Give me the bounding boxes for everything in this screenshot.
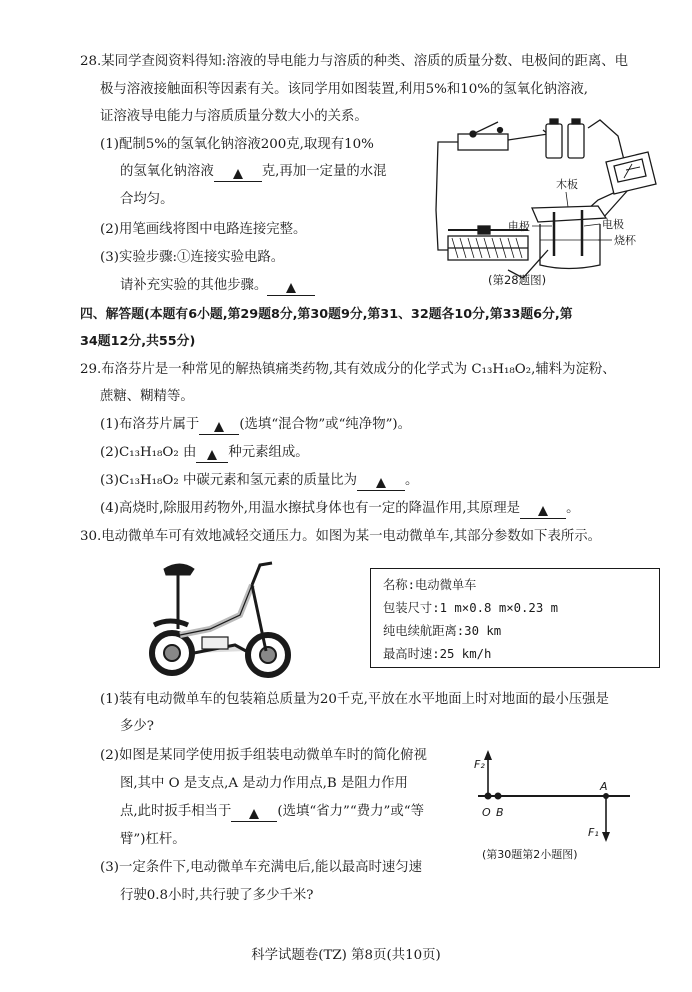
page-footer: 科学试题卷(TZ) 第8页(共10页) [251, 948, 441, 963]
q30-spec-name: 名称:电动微单车 [383, 578, 477, 592]
q28-line3: 证溶液导电能力与溶质质量分数大小的关系。 [100, 109, 368, 124]
q28-label-electrode-left: 电极 [508, 220, 530, 233]
q29-sub3-post: 。 [405, 473, 419, 488]
q28-sub3-text: 请补充实验的其他步骤。 [120, 278, 268, 293]
q30-lever-figure [470, 748, 670, 866]
q28-sub1-line2 [120, 162, 387, 182]
q29-sub2 [100, 443, 309, 463]
lever-label-F2: F₂ [474, 758, 485, 771]
q28-figure-caption: (第28题图) [488, 273, 547, 287]
lever-label-F1: F₁ [588, 826, 599, 839]
q30-sub2-line2: 图,其中 O 是支点,A 是动力作用点,B 是阻力作用 [120, 776, 408, 791]
q29-line1: 29.布洛芬片是一种常见的解热镇痛类药物,其有效成分的化学式为 C₁₃H₁₈O₂,辅料为淀粉、 [80, 362, 616, 377]
q28-label-board: 木板 [556, 178, 578, 191]
q29-sub1-post: (选填“混合物”或“纯净物”)。 [239, 417, 412, 432]
q29-sub3 [100, 471, 418, 491]
q30-sub1-line1: (1)装有电动微单车的包装箱总质量为20千克,平放在水平地面上时对地面的最小压强是 [100, 692, 609, 707]
q29-sub2-pre: (2)C₁₃H₁₈O₂ 由 [100, 445, 197, 460]
q28-sub1-line1: (1)配制5%的氢氧化钠溶液200克,取现有10% [100, 137, 374, 152]
q30-sub2-post: (选填“省力”“费力”或“等 [277, 804, 424, 819]
q30-sub1-line2: 多少? [120, 719, 154, 734]
q30-sub2-line1: (2)如图是某同学使用扳手组装电动微单车时的简化俯视 [100, 748, 427, 763]
q30-spec-table [370, 568, 660, 668]
q28-sub2: (2)用笔画线将图中电路连接完整。 [100, 222, 307, 237]
lever-figure-caption: (第30题第2小题图) [482, 848, 578, 861]
q28-sub1-pre: 的氢氧化钠溶液 [120, 164, 214, 179]
answer-triangle-icon [249, 809, 259, 819]
q29-line2: 蔗糖、糊精等。 [100, 389, 194, 404]
q28-label-beaker: 烧杯 [614, 234, 636, 247]
q28-sub3-answer-blank[interactable] [267, 279, 315, 296]
answer-triangle-icon [376, 478, 386, 488]
q29-sub4 [100, 499, 579, 519]
q30-sub2-answer-blank[interactable] [231, 805, 277, 822]
lever-label-B: B [496, 806, 504, 819]
lever-label-A: A [600, 780, 608, 793]
section4-header-line1: 四、解答题(本题有6小题,第29题8分,第30题9分,第31、32题各10分,第33题6分,第 [80, 307, 573, 322]
answer-triangle-icon [538, 506, 548, 516]
lever-label-O: O [482, 806, 491, 819]
q29-sub1-answer-blank[interactable] [199, 418, 239, 435]
q30-spec-size: 包装尺寸:1 m×0.8 m×0.23 m [383, 601, 559, 615]
section4-header-line2: 34题12分,共55分) [80, 334, 196, 349]
q28-sub1-post: 克,再加一定量的水混 [261, 164, 387, 179]
q29-sub1 [100, 415, 411, 435]
q30-bicycle-image [140, 555, 300, 680]
q30-sub3-line2: 行驶0.8小时,共行驶了多少千米? [120, 888, 314, 903]
answer-triangle-icon [286, 283, 296, 293]
q28-sub3-line1: (3)实验步骤:①连接实验电路。 [100, 250, 285, 265]
q28-sub3-line2 [120, 276, 315, 296]
answer-triangle-icon [233, 169, 243, 179]
q30-sub2-line4: 臂”)杠杆。 [120, 832, 186, 847]
q28-line2: 极与溶液接触面积等因素有关。该同学用如图装置,利用5%和10%的氢氧化钠溶液, [100, 82, 589, 97]
q30-spec-speed: 最高时速:25 km/h [383, 647, 492, 661]
q28-label-electrode-right: 电极 [602, 218, 624, 231]
answer-triangle-icon [214, 422, 224, 432]
q30-sub3-line1: (3)一定条件下,电动微单车充满电后,能以最高时速匀速 [100, 860, 423, 875]
q29-sub3-answer-blank[interactable] [357, 474, 405, 491]
q30-line1: 30.电动微单车可有效地减轻交通压力。如图为某一电动微单车,其部分参数如下表所示。 [80, 529, 602, 544]
q29-sub3-pre: (3)C₁₃H₁₈O₂ 中碳元素和氢元素的质量比为 [100, 473, 358, 488]
q29-sub4-answer-blank[interactable] [520, 502, 566, 519]
q28-sub1-line3: 合均匀。 [120, 192, 174, 207]
q30-sub2-pre: 点,此时扳手相当于 [120, 804, 232, 819]
q28-line1: 28.某同学查阅资料得知:溶液的导电能力与溶质的种类、溶质的质量分数、电极间的距离、电 [80, 54, 629, 69]
q28-circuit-figure [428, 100, 668, 290]
q29-sub4-post: 。 [566, 501, 580, 516]
q30-spec-range: 纯电续航距离:30 km [383, 624, 502, 638]
q29-sub4-pre: (4)高烧时,除服用药物外,用温水擦拭身体也有一定的降温作用,其原理是 [100, 501, 521, 516]
q29-sub1-pre: (1)布洛芬片属于 [100, 417, 200, 432]
q28-sub1-answer-blank[interactable] [214, 165, 262, 182]
q29-sub2-answer-blank[interactable] [196, 446, 228, 463]
q29-sub2-post: 种元素组成。 [228, 445, 309, 460]
q30-sub2-line3 [120, 802, 424, 822]
answer-triangle-icon [207, 450, 217, 460]
